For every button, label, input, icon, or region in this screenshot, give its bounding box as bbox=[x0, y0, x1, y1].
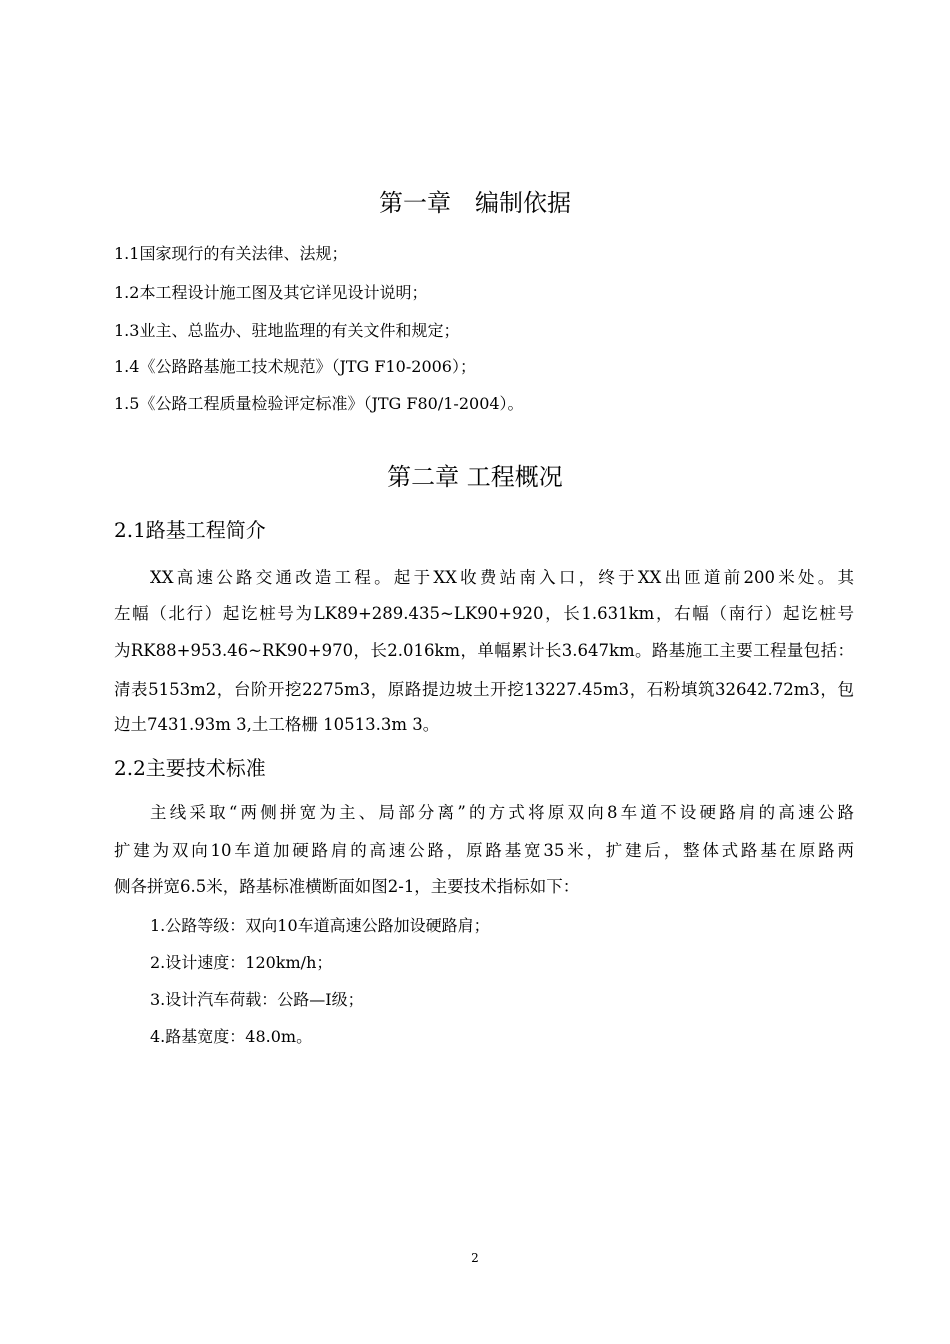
basis-item-3: 1.3业主、总监办、驻地监理的有关文件和规定； bbox=[114, 321, 460, 340]
section-2-1-line-2: 左幅（北行）起讫桩号为LK89+289.435~LK90+920，长1.631km，右幅（南行）起讫桩号 bbox=[114, 604, 854, 623]
chapter-2-title: 第二章 工程概况 bbox=[387, 463, 563, 491]
section-2-2-line-1: 主线采取“两侧拼宽为主、局部分离”的方式将原双向8车道不设硬路肩的高速公路 bbox=[150, 803, 854, 822]
section-2-1-line-1: XX高速公路交通改造工程。起于XX收费站南入口，终于XX出匝道前200米处。其 bbox=[150, 568, 854, 587]
section-2-1-heading: 2.1路基工程简介 bbox=[114, 518, 266, 542]
basis-item-2: 1.2本工程设计施工图及其它详见设计说明； bbox=[114, 283, 428, 302]
chapter-1-title: 第一章 编制依据 bbox=[379, 189, 571, 217]
section-2-2-line-3: 侧各拼宽6.5米，路基标准横断面如图2-1，主要技术指标如下： bbox=[114, 877, 580, 896]
section-2-1-line-4: 清表5153m2，台阶开挖2275m3，原路提边坡土开挖13227.45m3，石粉填筑32642.72m3，包 bbox=[114, 680, 854, 699]
section-2-1-line-3: 为RK88+953.46~RK90+970，长2.016km，单幅累计长3.647km。路基施工主要工程量包括： bbox=[114, 641, 854, 660]
basis-item-4: 1.4《公路路基施工技术规范》（JTG F10-2006）； bbox=[114, 357, 476, 376]
standard-item-1: 1.公路等级：双向10车道高速公路加设硬路肩； bbox=[150, 916, 490, 935]
page-number: 2 bbox=[471, 1251, 479, 1265]
section-2-2-heading: 2.2主要技术标准 bbox=[114, 756, 266, 780]
basis-item-5: 1.5《公路工程质量检验评定标准》（JTG F80/1-2004）。 bbox=[114, 394, 524, 413]
basis-item-1: 1.1国家现行的有关法律、法规； bbox=[114, 244, 348, 263]
section-2-2-line-2: 扩建为双向10车道加硬路肩的高速公路，原路基宽35米，扩建后，整体式路基在原路两 bbox=[114, 841, 854, 860]
standard-item-3: 3.设计汽车荷载：公路—Ⅰ级； bbox=[150, 990, 364, 1009]
section-2-1-line-5: 边土7431.93m 3,土工格栅 10513.3m 3。 bbox=[114, 715, 440, 734]
standard-item-2: 2.设计速度：120km/h； bbox=[150, 953, 333, 972]
standard-item-4: 4.路基宽度：48.0m。 bbox=[150, 1027, 313, 1046]
